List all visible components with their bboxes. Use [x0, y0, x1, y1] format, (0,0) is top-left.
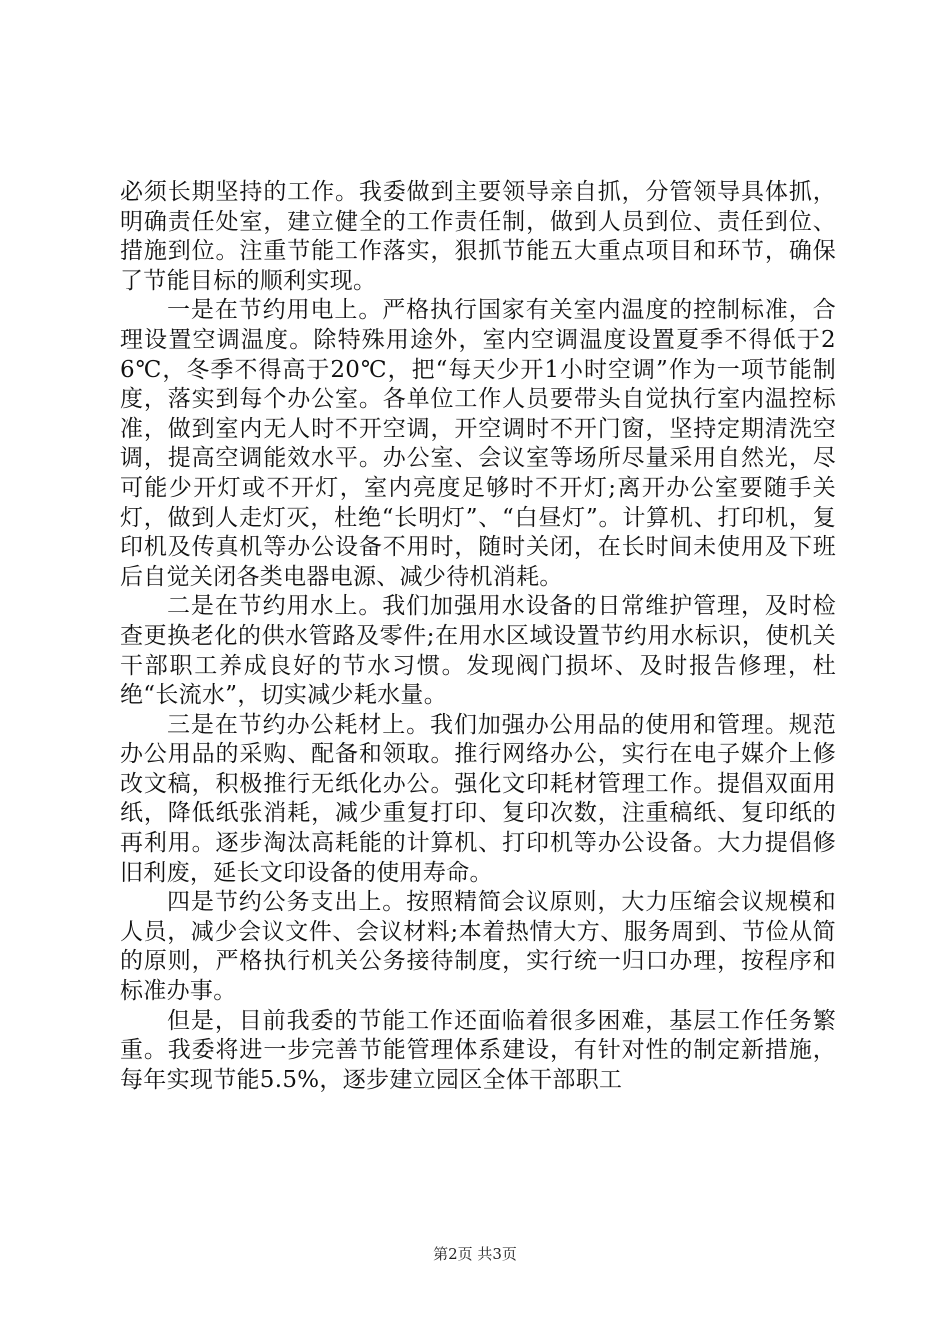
paragraph-office-supplies: 三是在节约办公耗材上。我们加强办公用品的使用和管理。规范办公用品的采购、配备和领取。推行网络办公，实行在电子媒介上修改文稿，积极推行无纸化办公。强化文印耗材管理工作。提倡双面用纸，降低纸张消耗，减少重复打印、复印次数，注重稿纸、复印纸的再利用。逐步淘汰高耗能的计算机、打印机等办公设备。大力提倡修旧利废，延长文印设备的使用寿命。 — [120, 711, 836, 886]
paragraph-intro: 必须长期坚持的工作。我委做到主要领导亲自抓，分管领导具体抓，明确责任处室，建立健全的工作责任制，做到人员到位、责任到位、措施到位。注重节能工作落实，狠抓节能五大重点项目和环节，确保了节能目标的顺利实现。 — [120, 179, 836, 294]
paragraph-electricity: 一是在节约用电上。严格执行国家有关室内温度的控制标准，合理设置空调温度。除特殊用途外，室内空调温度设置夏季不得低于26℃，冬季不得高于20℃，把“每天少开1小时空调”作为一项节能制度，落实到每个办公室。各单位工作人员要带头自觉执行室内温控标准，做到室内无人时不开空调，开空调时不开门窗，坚持定期清洗空调，提高空调能效水平。办公室、会议室等场所尽量采用自然光，尽可能少开灯或不开灯，室内亮度足够时不开灯;离开办公室要随手关灯，做到人走灯灭，杜绝“长明灯”、“白昼灯”。计算机、打印机，复印机及传真机等办公设备不用时，随时关闭，在长时间未使用及下班后自觉关闭各类电器电源、减少待机消耗。 — [120, 297, 836, 590]
paragraph-water: 二是在节约用水上。我们加强用水设备的日常维护管理，及时检查更换老化的供水管路及零件;在用水区域设置节约用水标识，使机关干部职工养成良好的节水习惯。发现阀门损坏、及时报告修理，杜绝“长流水”，切实减少耗水量。 — [120, 593, 836, 709]
page-number-footer: 第2页 共3页 — [433, 1245, 517, 1263]
document-body — [120, 178, 836, 1095]
paragraph-official-expenses: 四是节约公务支出上。按照精简会议原则，大力压缩会议规模和人员，减少会议文件、会议材料;本着热情大方、服务周到、节俭从简的原则，严格执行机关公务接待制度，实行统一归口办理，按程序和标准办事。 — [120, 889, 836, 1005]
paragraph-challenges: 但是，目前我委的节能工作还面临着很多困难，基层工作任务繁重。我委将进一步完善节能管理体系建设，有针对性的制定新措施，每年实现节能5.5%，逐步建立园区全体干部职工 — [120, 1007, 836, 1093]
